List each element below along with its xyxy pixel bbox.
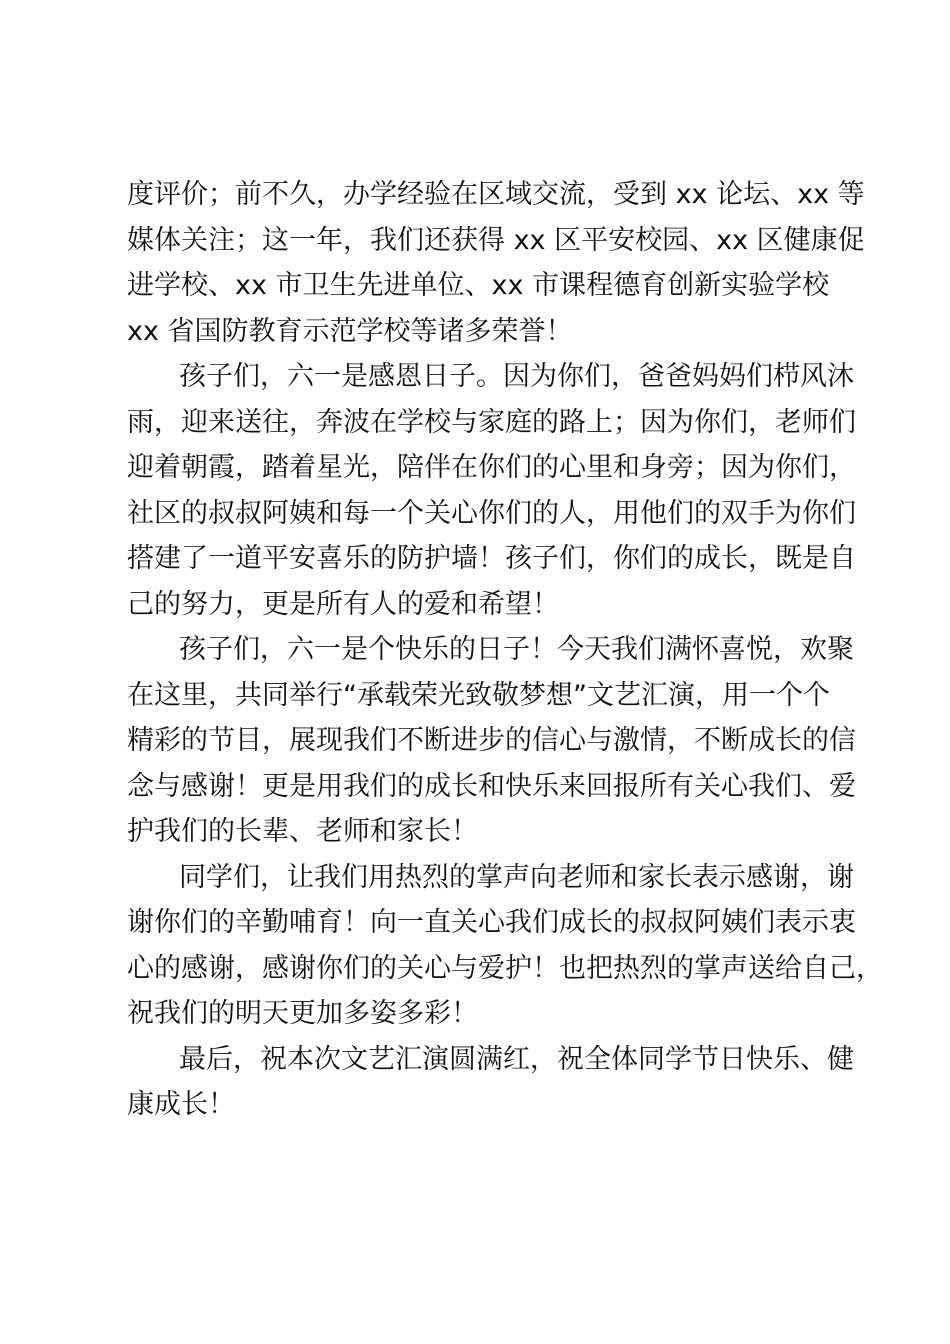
text-line: 己的努力，更是所有人的爱和希望！ — [127, 588, 559, 620]
text-line: 精彩的节目，展现我们不断进步的信心与激情，不断成长的信 — [127, 725, 856, 756]
paragraph-first-line: 同学们，让我们用热烈的掌声向老师和家长表示感谢，谢 — [179, 861, 854, 893]
text-line: 祝我们的明天更加多姿多彩！ — [127, 998, 478, 1029]
text-line: 康成长！ — [127, 1089, 235, 1120]
paragraph-first-line: 孩子们，六一是个快乐的日子！今天我们满怀喜悦，欢聚 — [179, 634, 854, 665]
text-line: 念与感谢！更是用我们的成长和快乐来回报所有关心我们、爱 — [127, 770, 856, 802]
body-text — [127, 172, 883, 1128]
text-line: 社区的叔叔阿姨和每一个关心你们的人，用他们的双手为你们 — [127, 497, 856, 529]
text-line: xx 省国防教育示范学校等诸多荣誉！ — [127, 315, 573, 347]
text-line: 进学校、xx 市卫生先进单位、xx 市课程德育创新实验学校 — [127, 270, 830, 301]
text-line: 媒体关注；这一年，我们还获得 xx 区平安校园、xx 区健康促 — [127, 224, 865, 256]
text-line: 度评价；前不久，办学经验在区域交流，受到 xx 论坛、xx 等 — [127, 179, 865, 210]
text-line: 迎着朝霞，踏着星光，陪伴在你们的心里和身旁；因为你们， — [127, 452, 856, 483]
paragraph-first-line: 最后，祝本次文艺汇演圆满红，祝全体同学节日快乐、健 — [179, 1043, 854, 1075]
text-line: 谢你们的辛勤哺育！向一直关心我们成长的叔叔阿姨们表示衷 — [127, 907, 856, 938]
text-line: 搭建了一道平安喜乐的防护墙！孩子们，你们的成长，既是自 — [127, 543, 856, 574]
text-line: 在这里，共同举行“承载荣光致敬梦想”文艺汇演，用一个个 — [127, 679, 830, 711]
paragraph-first-line: 孩子们，六一是感恩日子。因为你们，爸爸妈妈们栉风沐 — [179, 361, 854, 392]
text-line: 心的感谢，感谢你们的关心与爱护！也把热烈的掌声送给自己， — [127, 952, 883, 984]
text-line: 雨，迎来送往，奔波在学校与家庭的路上；因为你们，老师们 — [127, 406, 856, 438]
text-line: 护我们的长辈、老师和家长！ — [127, 816, 478, 847]
